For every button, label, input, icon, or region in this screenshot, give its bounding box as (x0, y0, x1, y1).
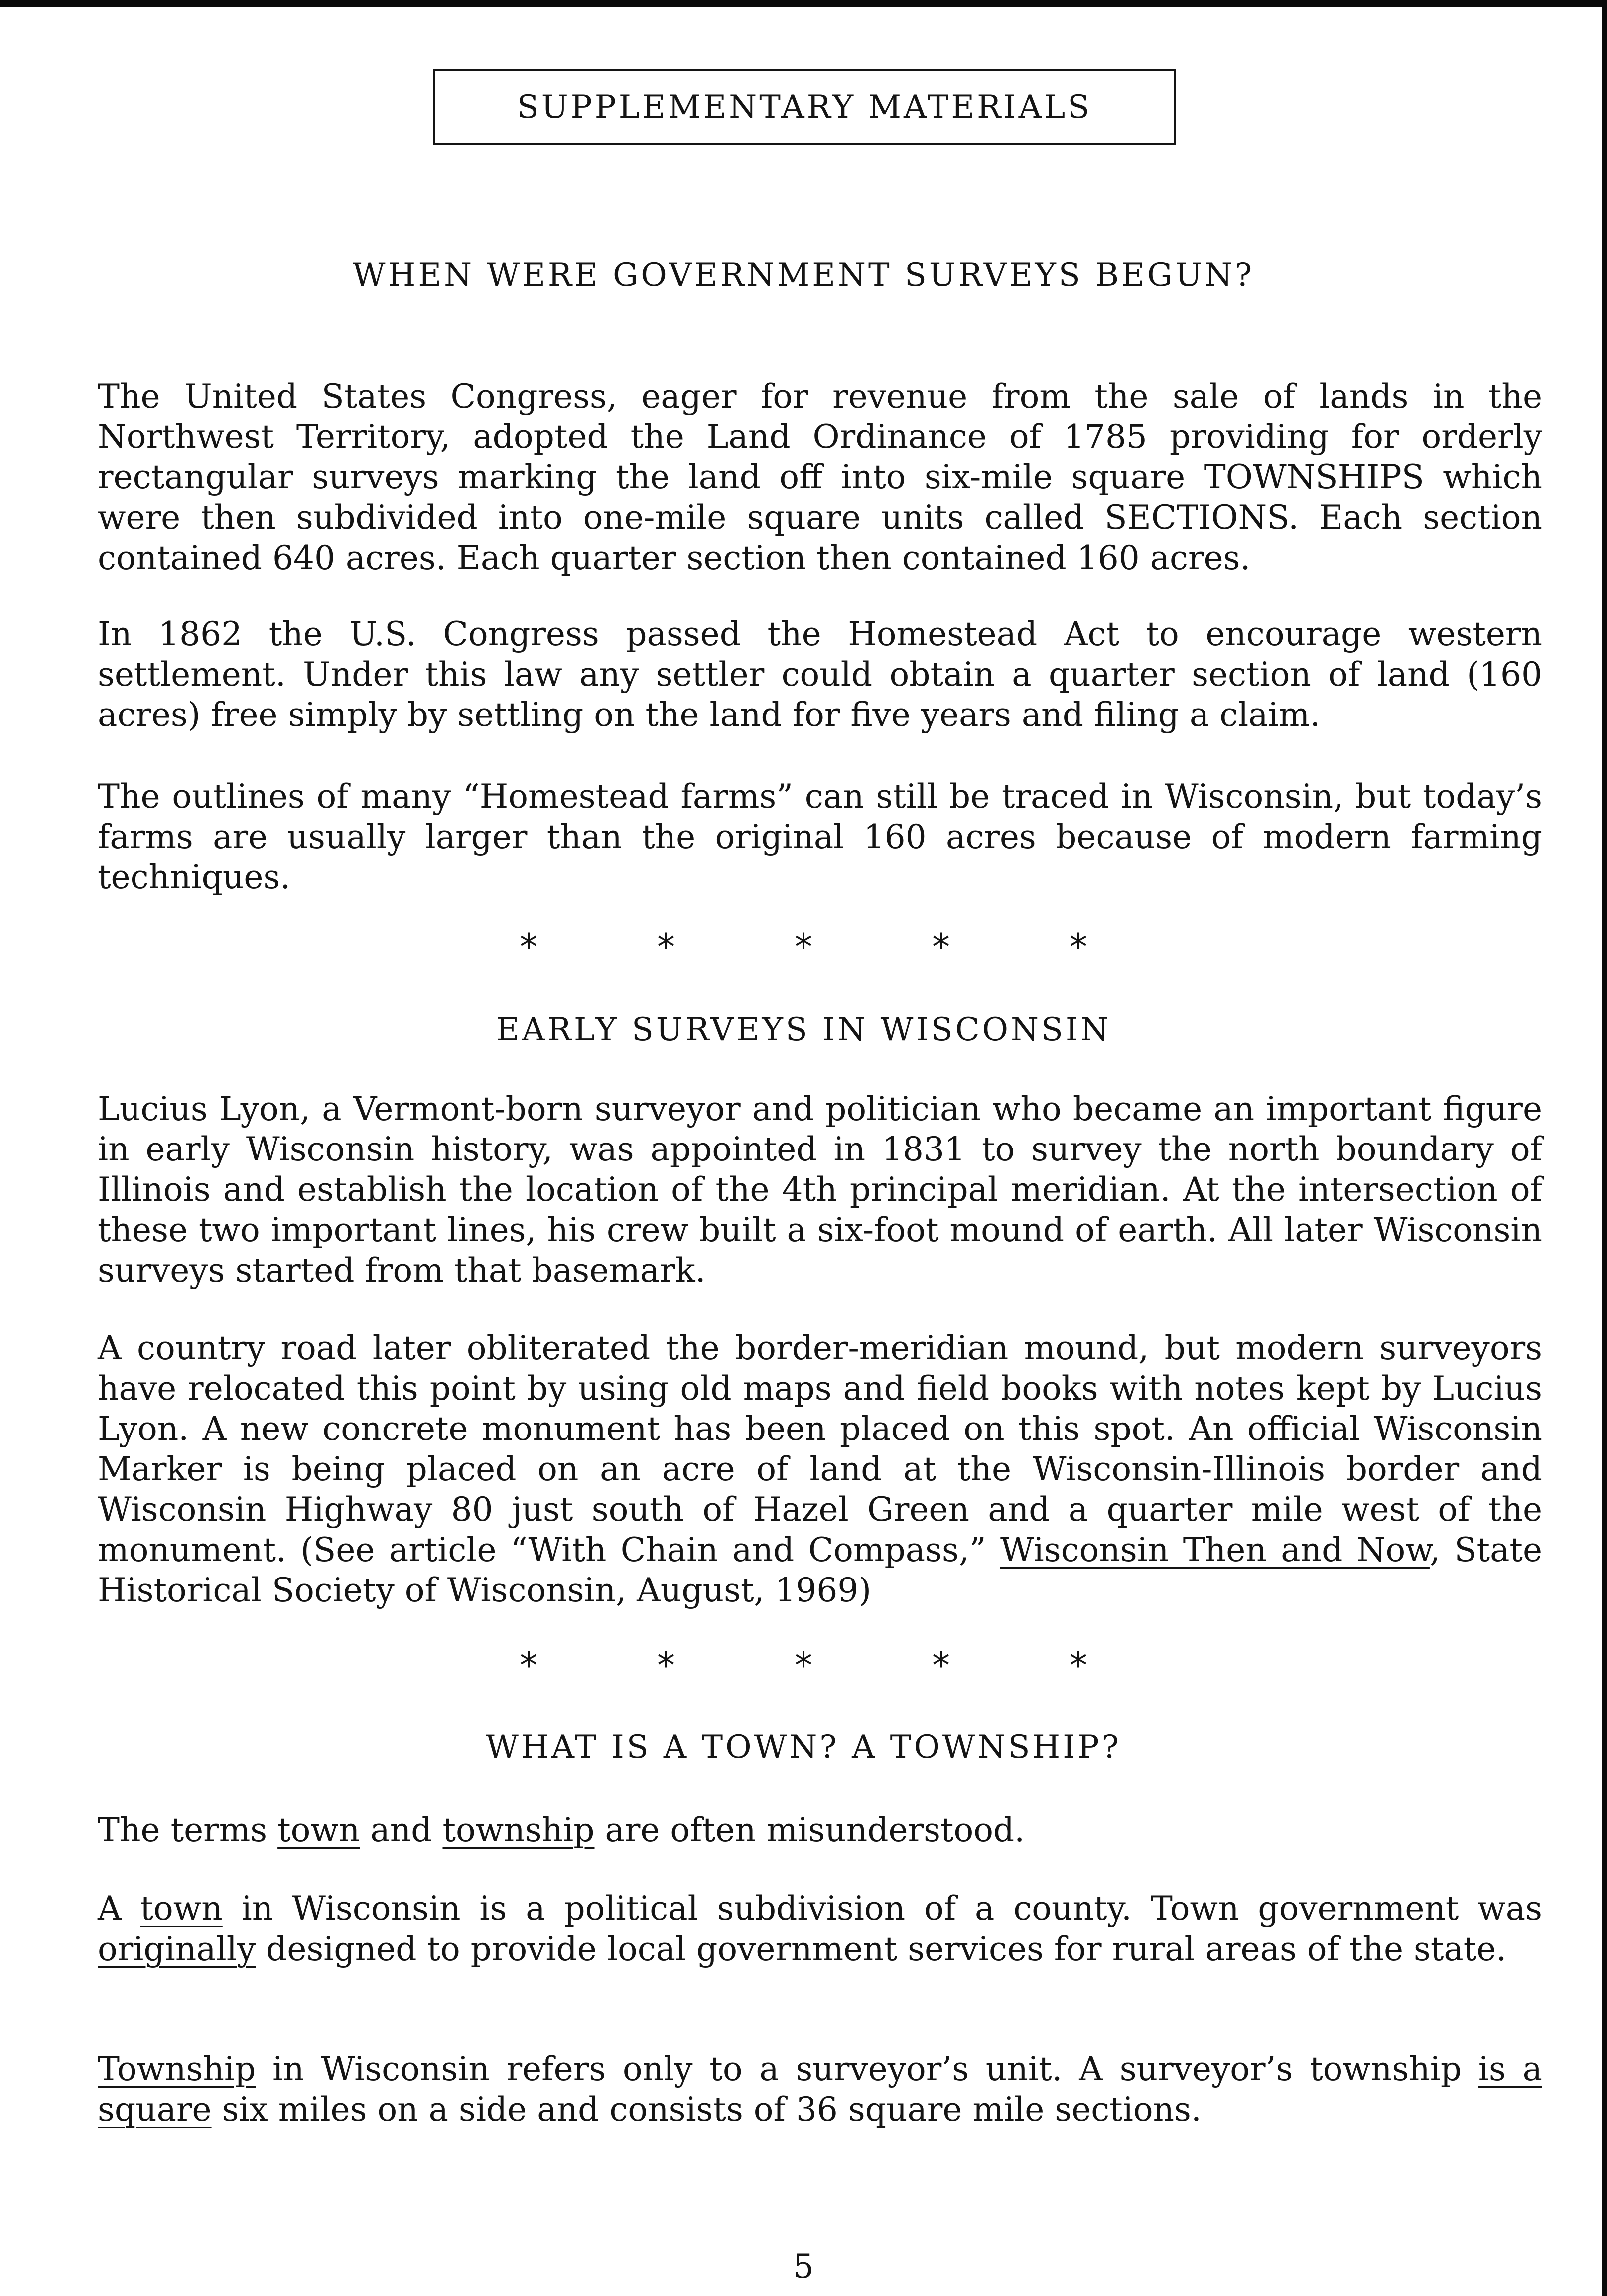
page-number: 5 (793, 2247, 814, 2286)
paragraph-homestead-farms: The outlines of many “Homestead farms” can still be traced in Wisconsin, but today’s farms are usually larger than the original 160 acres because of modern farming techniques. (98, 777, 1542, 896)
paragraph-text: six miles on a side and consists of 36 square mile sections. (211, 2090, 1202, 2129)
paragraph-text: The terms (98, 1811, 278, 1849)
term-originally: originally (98, 1930, 256, 1968)
section-header-box (433, 69, 1176, 145)
paragraph-text: A (98, 1889, 140, 1928)
separator-star: * (657, 1644, 675, 1686)
top-border (0, 0, 1607, 7)
separator-star: * (795, 926, 812, 968)
paragraph-text: in Wisconsin is a political subdivision of a county. Town government was (222, 1889, 1542, 1928)
paragraph-homestead-act: In 1862 the U.S. Congress passed the Homestead Act to encourage western settlement. Under this law any settler could obtain a quarter section of land (160 acres) free simply by settling on the land for five years and filing a claim. (98, 615, 1542, 734)
separator-stars-2 (0, 1644, 1607, 1686)
separator-star: * (1070, 1644, 1087, 1686)
header-label: SUPPLEMENTARY MATERIALS (517, 89, 1092, 126)
term-town: town (140, 1889, 223, 1928)
paragraph-text: designed to provide local government services for rural areas of the state. (256, 1930, 1507, 1968)
separator-star: * (1070, 926, 1087, 968)
publication-title: Wisconsin Then and Now (1000, 1531, 1430, 1569)
separator-star: * (657, 926, 675, 968)
term-town: town (277, 1811, 360, 1849)
paragraph-township-definition (98, 2049, 1542, 2130)
separator-star: * (520, 926, 537, 968)
term-township: township (442, 1811, 595, 1849)
heading-early-surveys: EARLY SURVEYS IN WISCONSIN (496, 1011, 1111, 1048)
separator-star: * (932, 1644, 950, 1686)
paragraph-lucius-lyon: Lucius Lyon, a Vermont-born surveyor and politician who became an important figure in early Wisconsin history, was appointed in 1831 to survey the north boundary of Illinois and establish the location of the 4th principal meridian. At the intersection of these two important lines, his crew built a six-foot mound of earth. All later Wisconsin surveys started from that basemark. (98, 1090, 1542, 1290)
separator-stars-1 (0, 926, 1607, 968)
paragraph-text: in Wisconsin refers only to a surveyor’s unit. A surveyor’s township (256, 2050, 1478, 2088)
paragraph-border-mound (98, 1328, 1542, 1610)
separator-star: * (520, 1644, 537, 1686)
paragraph-text: and (360, 1811, 443, 1849)
heading-surveys-begun: WHEN WERE GOVERNMENT SURVEYS BEGUN? (352, 257, 1255, 293)
separator-star: * (932, 926, 950, 968)
term-township: Township (98, 2050, 256, 2088)
paragraph-text: are often misunderstood. (594, 1811, 1025, 1849)
paragraph-text: , State Historical Society of Wisconsin, August, 1969) (98, 1531, 1542, 1609)
paragraph-town-definition (98, 1888, 1542, 1969)
right-border (1602, 0, 1607, 2296)
separator-star: * (795, 1644, 812, 1686)
heading-town-township: WHAT IS A TOWN? A TOWNSHIP? (486, 1729, 1121, 1766)
paragraph-terms (98, 1810, 1542, 1850)
paragraph-text: A country road later obliterated the border-meridian mound, but modern surveyors have relocated this point by using old maps and field books with notes kept by Lucius Lyon. A new concrete monument has been placed on this spot. An official Wisconsin Marker is being placed on an acre of land at the Wisconsin-Illinois border and Wisconsin Highway 80 just south of Hazel Green and a quarter mile west of the monument. (See article “With Chain and Compass,” (98, 1329, 1542, 1569)
term-is-a-square: is a square (98, 2050, 1542, 2129)
paragraph-land-ordinance: The United States Congress, eager for revenue from the sale of lands in the Northwest Territory, adopted the Land Ordinance of 1785 providing for orderly rectangular surveys marking the land off into six-mile square TOWNSHIPS which were then subdivided into one-mile square units called SECTIONS. Each section contained 640 acres. Each quarter section then contained 160 acres. (98, 377, 1542, 577)
